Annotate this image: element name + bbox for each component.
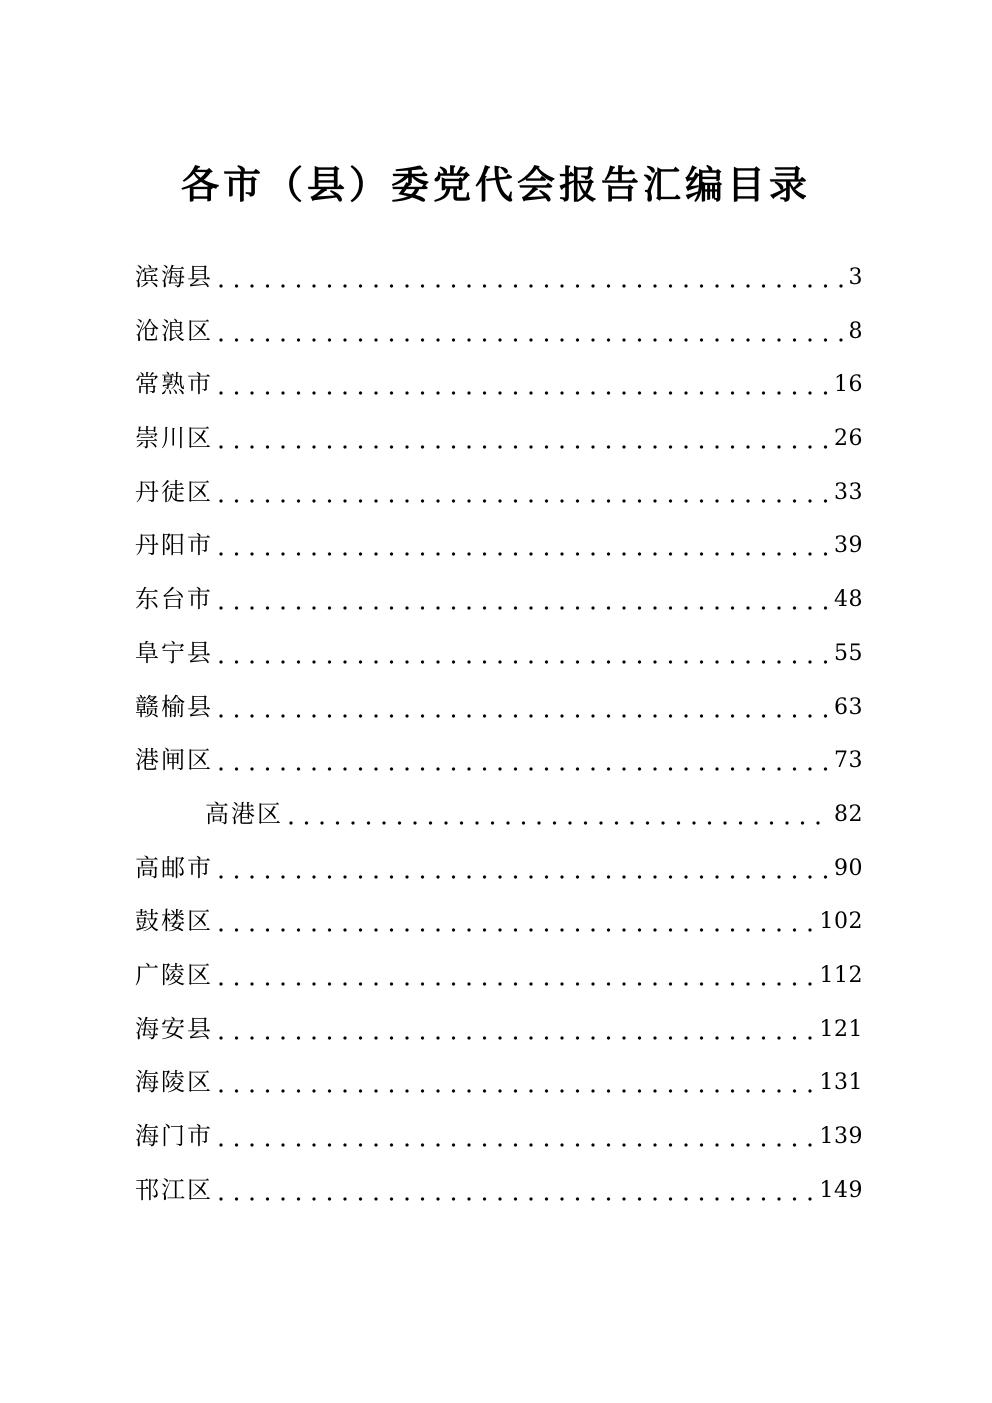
toc-entry: [135, 681, 863, 735]
table-of-contents: [135, 251, 863, 1217]
toc-entry-page-number: 26: [834, 426, 863, 452]
toc-entry-label: 港闸区: [135, 746, 213, 775]
dot-leader: [215, 412, 830, 466]
toc-entry-page-number: 112: [819, 962, 863, 988]
toc-entry: [135, 842, 863, 896]
toc-entry-label: 崇川区: [135, 424, 213, 453]
toc-entry-label: 海安县: [135, 1014, 213, 1043]
toc-entry-label: 鼓楼区: [135, 907, 213, 936]
toc-entry-page-number: 102: [819, 909, 863, 935]
toc-entry-label: 高港区: [205, 799, 283, 828]
toc-entry: [135, 466, 863, 520]
toc-entry-label: 广陵区: [135, 960, 213, 989]
toc-entry: [135, 305, 863, 359]
toc-entry: [135, 519, 863, 573]
toc-entry-page-number: 131: [819, 1070, 863, 1096]
toc-entry-page-number: 82: [834, 801, 863, 827]
toc-entry-label: 阜宁县: [135, 638, 213, 667]
dot-leader: [215, 949, 816, 1003]
toc-entry-label: 海门市: [135, 1122, 213, 1150]
toc-entry: [135, 573, 863, 627]
toc-entry-page-number: 8: [848, 318, 863, 344]
toc-entry-label: 东台市: [135, 585, 213, 614]
dot-leader: [285, 788, 830, 842]
toc-entry-page-number: 63: [834, 694, 863, 720]
toc-entry: [135, 627, 863, 681]
dot-leader: [215, 251, 845, 305]
toc-entry-page-number: 139: [819, 1124, 863, 1149]
toc-entry-label: 海陵区: [135, 1068, 213, 1097]
toc-entry-page-number: 39: [834, 533, 863, 559]
toc-entry: [135, 895, 863, 949]
dot-leader: [215, 305, 845, 359]
toc-entry-page-number: 16: [834, 372, 863, 398]
toc-entry: [135, 1056, 863, 1110]
toc-entry: [135, 734, 863, 788]
toc-entry: [135, 358, 863, 412]
toc-entry: [135, 1003, 863, 1057]
toc-entry: [135, 1164, 863, 1218]
dot-leader: [215, 1003, 816, 1057]
toc-entry-page-number: 33: [834, 479, 863, 505]
dot-leader: [215, 842, 830, 896]
toc-entry-label: 丹徒区: [135, 477, 213, 506]
toc-entry-label: 赣榆县: [135, 692, 213, 721]
toc-entry-label: 邗江区: [135, 1175, 213, 1204]
dot-leader: [215, 895, 816, 949]
toc-entry: [135, 949, 863, 1003]
toc-entry: [135, 412, 863, 466]
dot-leader: [215, 1056, 816, 1110]
toc-entry-label: 沧浪区: [135, 316, 213, 345]
dot-leader: [215, 1110, 816, 1164]
toc-entry-page-number: 90: [834, 855, 863, 881]
toc-entry-label: 常熟市: [135, 370, 213, 399]
toc-entry-page-number: 3: [848, 265, 863, 290]
toc-entry-page-number: 149: [819, 1177, 863, 1203]
toc-entry: [135, 788, 863, 842]
toc-entry-label: 高邮市: [135, 853, 213, 882]
dot-leader: [215, 466, 830, 520]
toc-entry: [135, 1110, 863, 1164]
dot-leader: [215, 734, 830, 788]
toc-entry-page-number: 55: [834, 640, 863, 666]
toc-entry: [135, 251, 863, 305]
toc-entry-label: 丹阳市: [135, 531, 213, 560]
toc-entry-label: 滨海县: [135, 263, 213, 291]
toc-entry-page-number: 73: [834, 748, 863, 774]
dot-leader: [215, 573, 830, 627]
dot-leader: [215, 681, 830, 735]
page-title: 各市（县）委党代会报告汇编目录: [180, 162, 811, 207]
toc-entry-page-number: 121: [819, 1016, 863, 1042]
dot-leader: [215, 627, 830, 681]
dot-leader: [215, 358, 830, 412]
dot-leader: [215, 1164, 816, 1218]
toc-entry-page-number: 48: [834, 587, 863, 613]
dot-leader: [215, 519, 830, 573]
